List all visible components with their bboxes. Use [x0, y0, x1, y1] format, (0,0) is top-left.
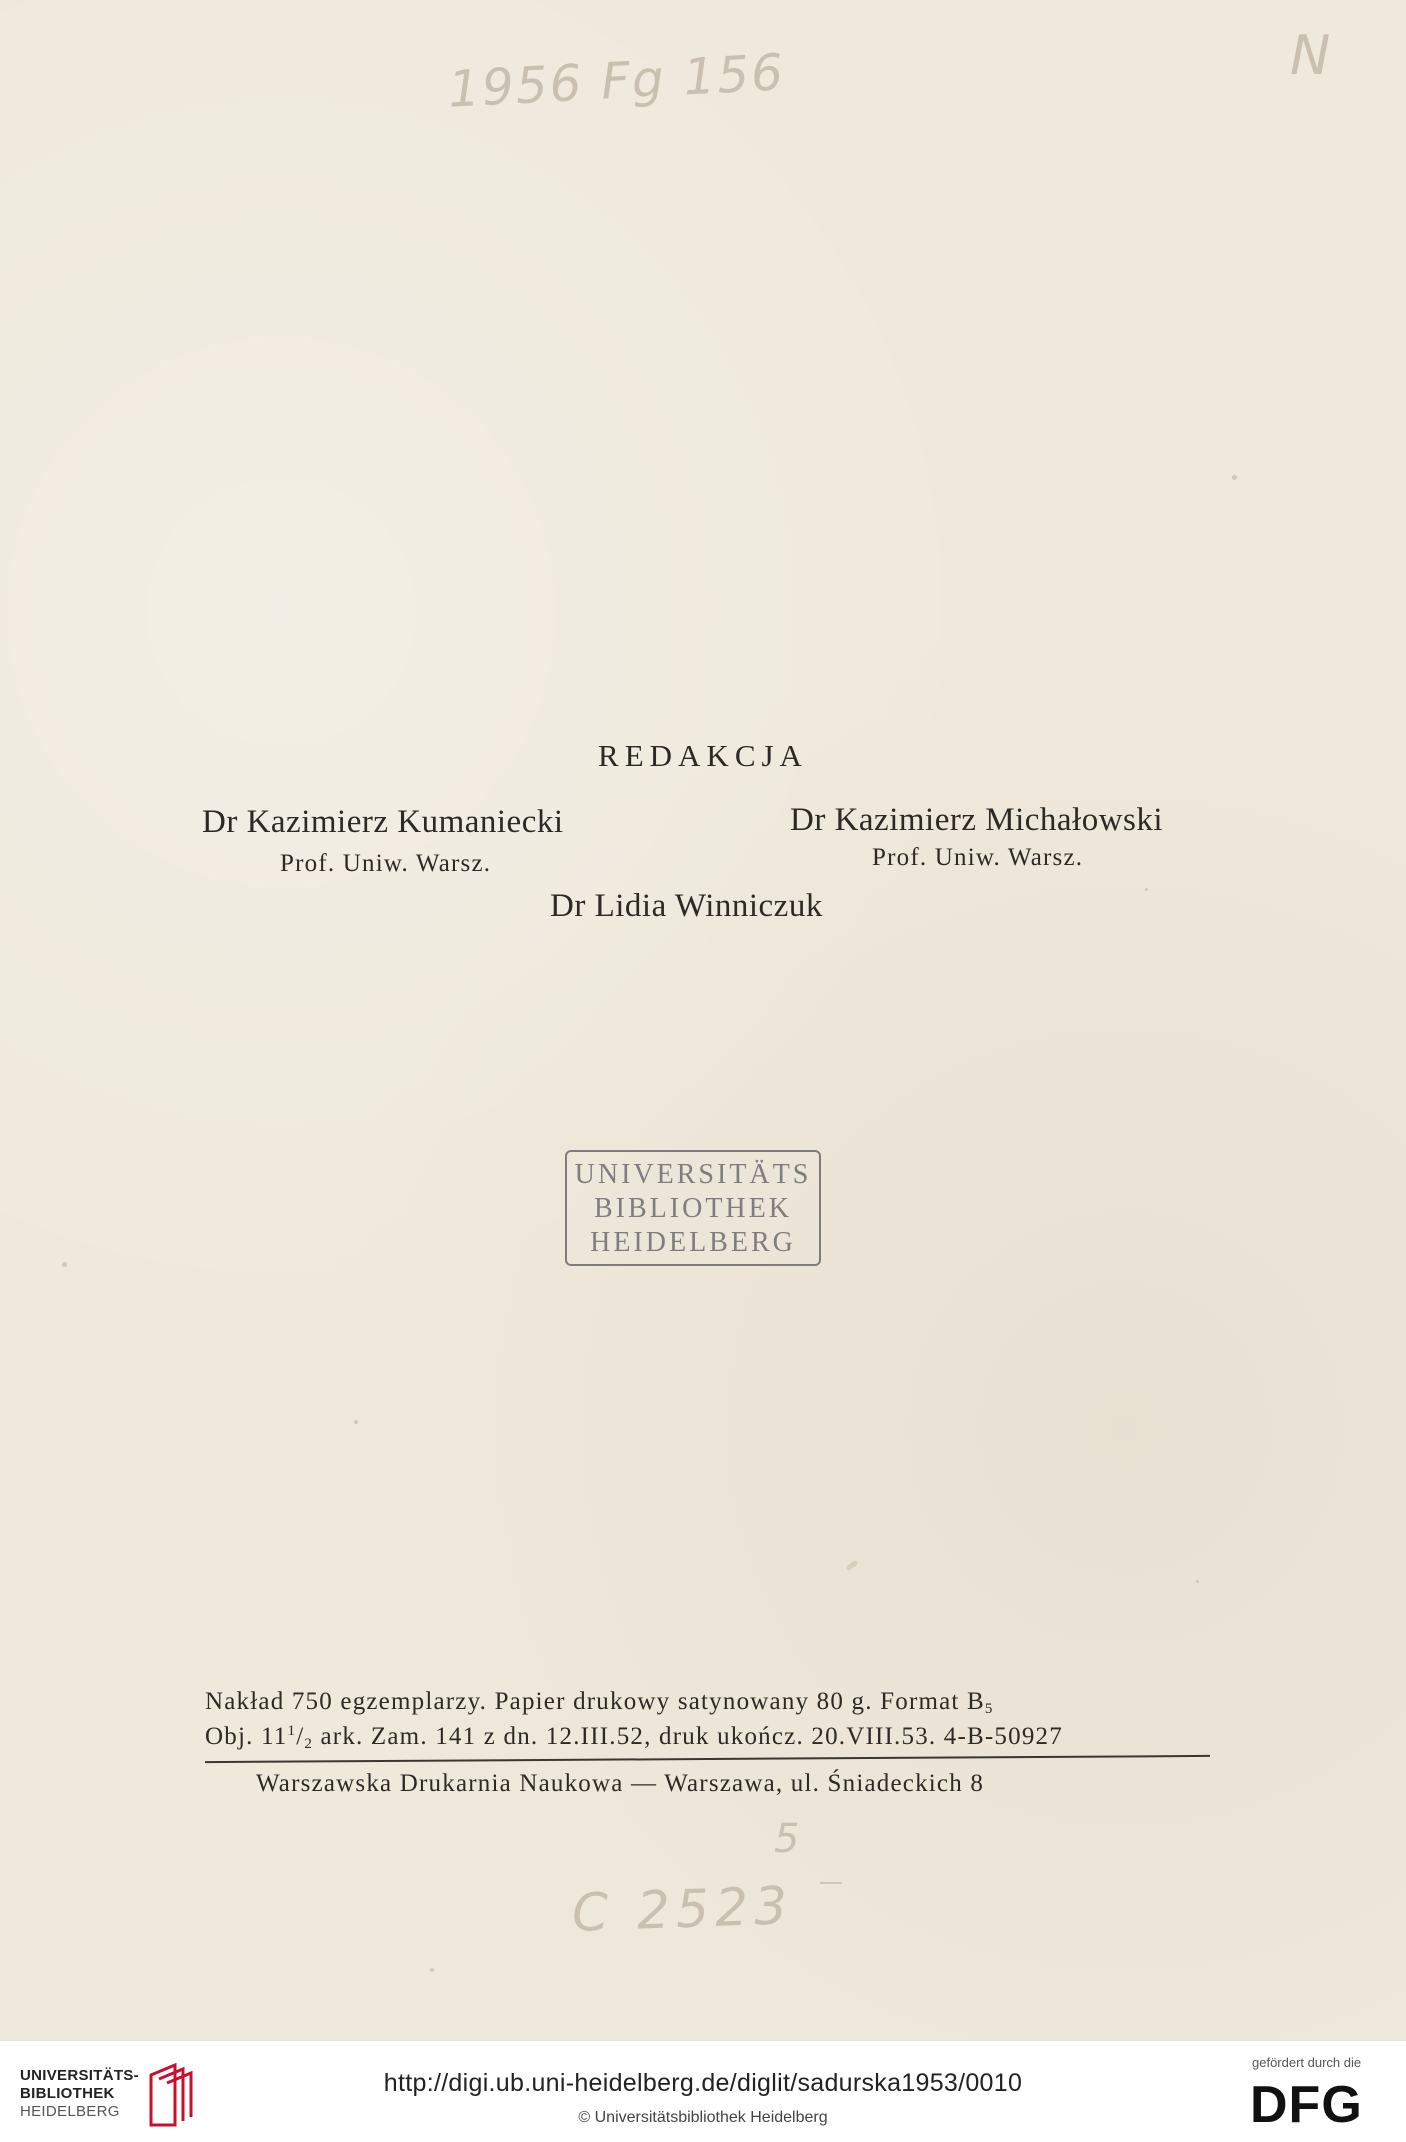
paper-speck	[1145, 888, 1148, 891]
editor-title: Prof. Uniw. Warsz.	[872, 844, 1084, 871]
stamp-line: HEIDELBERG	[590, 1227, 796, 1258]
editor-name: Dr Kazimierz Kumaniecki	[202, 804, 564, 840]
pencil-accession-number: C 2523	[571, 1876, 795, 1944]
pencil-mark-small: 5	[774, 1816, 800, 1862]
funding-caption: gefördert durch die	[1252, 2055, 1362, 2070]
copyright-notice: © Universitätsbibliothek Heidelberg	[578, 2109, 828, 2126]
pencil-dash	[820, 1882, 842, 1884]
fraction-denominator: 2	[304, 1736, 314, 1752]
paper-speck	[354, 1420, 358, 1424]
fraction-numerator: 1	[287, 1723, 297, 1739]
fraction-slash: /	[296, 1723, 305, 1750]
dfg-logo: DFG	[1250, 2076, 1363, 2134]
imprint-line-edition	[205, 1688, 994, 1718]
paper-speck	[430, 1968, 434, 1972]
library-logo-line: UNIVERSITÄTS-	[20, 2067, 139, 2084]
library-logo-line: HEIDELBERG	[20, 2103, 120, 2120]
editor-title: Prof. Uniw. Warsz.	[280, 850, 492, 877]
paper-speck	[846, 1560, 859, 1571]
imprint-text: Nakład 750 egzemplarzy. Papier drukowy satynowany 80 g. Format B	[205, 1688, 985, 1715]
editor-name: Dr Lidia Winniczuk	[550, 888, 823, 924]
imprint-line-order	[205, 1723, 1063, 1753]
library-logo-line: BIBLIOTHEK	[20, 2085, 115, 2102]
editor-name: Dr Kazimierz Michałowski	[790, 802, 1164, 838]
permalink-url[interactable]: http://digi.ub.uni-heidelberg.de/diglit/sadurska1953/0010	[383, 2069, 1023, 2097]
heading-redakcja: REDAKCJA	[598, 738, 808, 773]
imprint-printer: Warszawska Drukarnia Naukowa — Warszawa, ul. Śniadeckich 8	[256, 1770, 985, 1797]
imprint-text: Obj. 11	[205, 1723, 288, 1750]
paper-speck	[1196, 1580, 1199, 1583]
pencil-shelfmark: 1956 Fg 156	[446, 43, 787, 119]
imprint-rule	[205, 1755, 1210, 1763]
pencil-mark-corner: N	[1290, 24, 1331, 87]
library-stamp	[565, 1150, 821, 1266]
paper-speck	[62, 1262, 67, 1267]
imprint-subscript: 5	[984, 1701, 994, 1717]
stamp-line: BIBLIOTHEK	[594, 1193, 792, 1224]
paper-speck	[1232, 475, 1237, 480]
imprint-text: ark. Zam. 141 z dn. 12.III.52, druk ukończ. 20.VIII.53. 4-B-50927	[313, 1723, 1063, 1750]
digitization-footer	[0, 2040, 1406, 2142]
stamp-line: UNIVERSITÄTS	[574, 1159, 812, 1190]
